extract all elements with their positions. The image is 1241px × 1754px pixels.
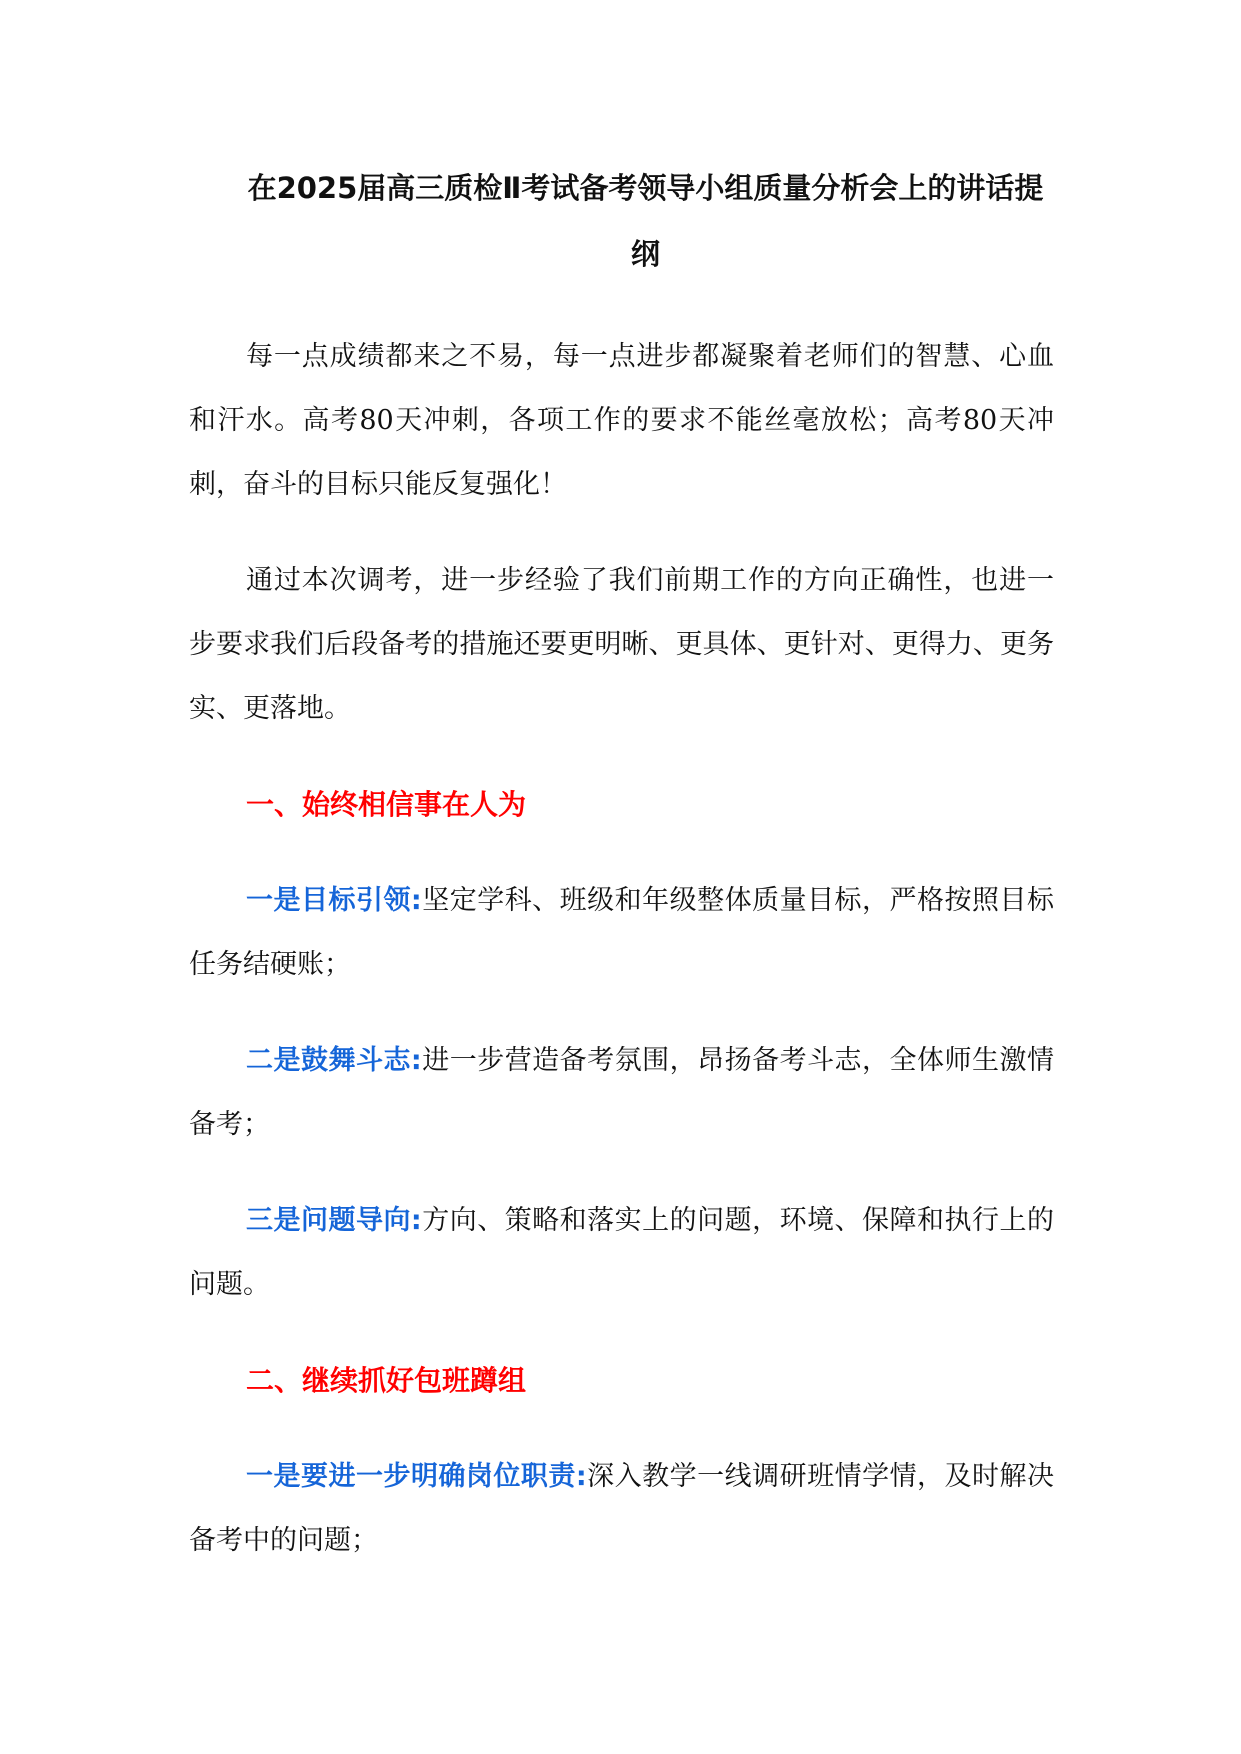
section-1-item-3 [189,1189,1054,1317]
section-1-item-2 [189,1029,1054,1157]
document-body [189,155,1054,1573]
item-text: 坚定学科、班级和年级整体质量目标，严格按照目标任务结硬账； [189,885,1054,980]
item-lead-label: 一是目标引领: [246,885,422,916]
item-lead-label: 二是鼓舞斗志: [246,1045,422,1076]
item-text: 方向、策略和落实上的问题，环境、保障和执行上的问题。 [189,1205,1054,1300]
intro-lead-text: 每一点成绩都来之不易，每一点进步都凝聚着老师们的智慧、心血和汗水。高考 [189,341,1054,436]
item-text: 深入教学一线调研班情学情，及时解决备考中的问题； [189,1461,1055,1556]
section-heading-2: 二、继续抓好包班蹲组 [246,1364,527,1397]
item-lead-label: 三是问题导向: [246,1205,422,1236]
item-lead-label: 一是要进一步明确岗位职责: [246,1461,587,1492]
intro-paragraph [189,325,1054,517]
intro-rest-text: 80天冲刺，各项工作的要求不能丝毫放松；高考80天冲刺，奋斗的目标只能反复强化！ [189,405,1055,500]
section-1-item-1 [189,869,1054,997]
section-2-item-1 [189,1445,1054,1573]
document-title: 在2025届高三质检Ⅱ考试备考领导小组质量分析会上的讲话提纲 [247,171,1044,271]
section-heading-1: 一、始终相信事在人为 [246,788,527,821]
exam-review-paragraph: 通过本次调考，进一步经验了我们前期工作的方向正确性，也进一步要求我们后段备考的措施还要更明晰、更具体、更针对、更得力、更务实、更落地。 [189,565,1054,724]
item-text: 进一步营造备考氛围，昂扬备考斗志，全体师生激情备考； [189,1045,1054,1140]
